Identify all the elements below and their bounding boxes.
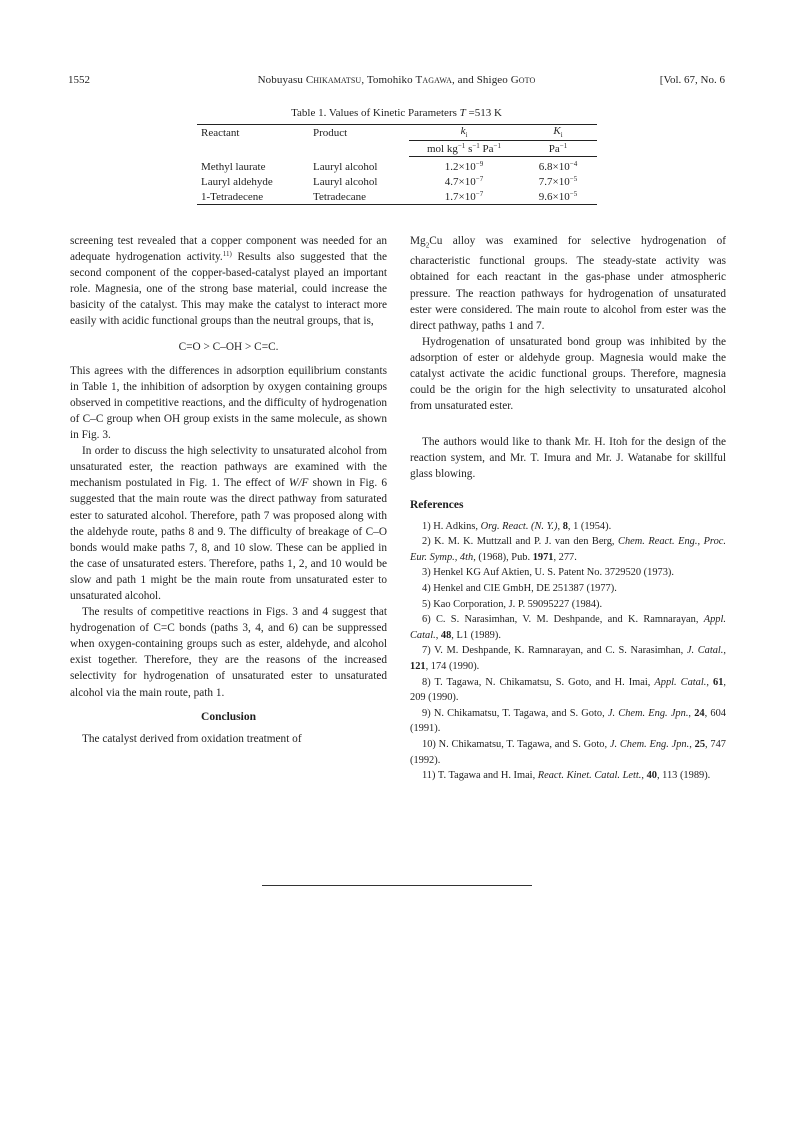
- volume-issue: [Vol. 67, No. 6: [659, 74, 725, 86]
- K-exponent: −5: [569, 189, 578, 198]
- section-heading-conclusion: Conclusion: [201, 710, 256, 723]
- author-3-family: Goto: [510, 74, 536, 86]
- reference-pre: Henkel and CIE GmbH, DE 251387 (1977).: [433, 583, 617, 595]
- author-line: [68, 74, 725, 86]
- reference-n: 3): [422, 567, 431, 579]
- unit-exp: −1: [472, 141, 480, 150]
- K-value: 7.7×10: [538, 175, 570, 188]
- subscript: 2: [425, 241, 430, 250]
- author-1-family: Chikamatsu: [305, 74, 362, 86]
- reference-item: [410, 519, 726, 535]
- reference-pre: T. Tagawa, N. Chikamatsu, S. Goto, and H. Imai,: [434, 676, 655, 688]
- text: Cu alloy was examined for selective hydrogenation of characteristic functional groups. The steady-state activity was obtained for each reactant in the gas-phase under atmospheric pressure. The reaction pathways for hydrogenation of unsaturated ester were considered. The main route to alcohol from ester was the direct pathway, paths 1 and 7.: [410, 235, 726, 332]
- k-symbol: k: [460, 125, 466, 138]
- k-exponent: −9: [475, 159, 484, 168]
- K-subscript: i: [560, 131, 563, 140]
- cell-reactant: 1-Tetradecene: [197, 189, 313, 205]
- reference-it: Appl. Catal.: [410, 614, 726, 641]
- reference-item: [410, 565, 726, 581]
- paragraph: [410, 233, 726, 334]
- reference-b: 25: [694, 738, 706, 750]
- col-header-K: [519, 125, 597, 141]
- text: Mg: [410, 235, 426, 247]
- unit-exp: −1: [457, 141, 466, 150]
- reference-pre: N. Chikamatsu, T. Tagawa, and S. Goto,: [438, 738, 610, 750]
- unit-part: mol kg: [426, 142, 458, 155]
- end-rule: [262, 885, 532, 887]
- paragraph: Hydrogenation of unsaturated bond group was inhibited by the adsorption of ester or aldehyde group. Magnesia would make the catalyst activate the acidic functional groups. Therefore, magnesia could be the origin for the high selectivity to unsaturated alcohol from unsaturated ester.: [410, 335, 726, 413]
- reference-end: , 174 (1990).: [425, 661, 480, 672]
- reference-pre: V. M. Deshpande, K. Ramnarayan, and C. S. Narasimhan,: [434, 645, 687, 657]
- k-exponent: −7: [475, 174, 484, 183]
- reference-it: Appl. Catal.: [654, 676, 707, 688]
- reference-pre: Kao Corporation, J. P. 59095227 (1984).: [433, 598, 603, 610]
- author-2-family: Tagawa: [415, 74, 452, 86]
- author-3-given: , and Shigeo: [451, 74, 511, 86]
- table-row: [197, 174, 597, 189]
- unit-part: s: [465, 142, 473, 155]
- author-2-given: , Tomohiko: [361, 74, 416, 86]
- reference-item: [410, 706, 726, 737]
- k-value: 1.7×10: [444, 190, 476, 203]
- reference-item: [410, 534, 726, 565]
- equation: C=O > C–OH > C=C.: [178, 340, 279, 353]
- unit-part: Pa: [479, 142, 494, 155]
- k-value: 4.7×10: [444, 175, 476, 188]
- reference-b: 121: [410, 661, 426, 672]
- paragraph: [70, 233, 387, 330]
- caption-temperature-symbol: T: [459, 107, 466, 119]
- unit-part: Pa: [548, 142, 560, 155]
- author-1-given: Nobuyasu: [257, 74, 306, 86]
- right-column: [410, 233, 726, 784]
- cell-product: Lauryl alcohol: [313, 160, 378, 173]
- reference-post: ,: [689, 738, 695, 750]
- citation: 11): [222, 250, 232, 259]
- acknowledgment: The authors would like to thank Mr. H. Itoh for the design of the reaction system, and Mr. T. Imura and Mr. J. Watanabe for skillful glass blowing.: [410, 436, 726, 481]
- reference-post: ,: [557, 520, 563, 532]
- reference-b: 1971: [532, 551, 554, 563]
- reference-item: [410, 597, 726, 613]
- reference-it: React. Kinet. Catal. Lett.: [537, 770, 642, 782]
- reference-pre: H. Adkins,: [433, 520, 481, 532]
- paragraph: This agrees with the differences in adsorption equilibrium constants in Table 1, the inhibition of adsorption by oxygen containing groups observed in competitive reactions, and the difficulty of hydrogenation of C–C group when OH group exists in the same molecule, as shown in Fig. 3.: [70, 364, 387, 442]
- reference-n: 5): [422, 598, 431, 610]
- reference-end: , 277.: [553, 551, 577, 563]
- table-caption: [0, 107, 793, 119]
- cell-product: Tetradecane: [313, 189, 409, 205]
- reference-post: ,: [706, 676, 713, 688]
- reference-pre: Henkel KG Auf Aktien, U. S. Patent No. 3729520 (1973).: [433, 567, 674, 579]
- K-units: [519, 141, 597, 157]
- reference-it: Chem. React. Eng., Proc. Eur. Symp., 4th: [410, 536, 726, 563]
- reference-b: 40: [646, 770, 657, 782]
- reference-post: ,: [688, 707, 695, 719]
- cell-product: Lauryl alcohol: [313, 175, 378, 188]
- reference-item: [410, 675, 726, 706]
- K-exponent: −4: [569, 159, 578, 168]
- table-row: [197, 189, 597, 205]
- reference-end: , 209 (1990).: [410, 676, 726, 704]
- reference-n: 7): [422, 645, 431, 657]
- reference-post: ,: [641, 770, 647, 782]
- reference-it: J. Chem. Eng. Jpn.: [607, 707, 689, 719]
- text: Results also suggested that the second component of the copper-based-catalyst played an important role. Magnesia, one of the strong base material, could increase the basicity of the catalyst. This may make the catalyst to interact more easily with acidic functional groups than the neutral groups, that is,: [70, 251, 387, 328]
- reference-n: 11): [422, 770, 436, 782]
- K-symbol: K: [553, 125, 561, 138]
- paragraph: The catalyst derived from oxidation treatment of: [82, 732, 302, 745]
- reference-n: 9): [422, 707, 431, 719]
- reference-item: [410, 581, 726, 597]
- reference-item: [410, 612, 726, 643]
- page-number: 1552: [68, 74, 90, 86]
- paragraph: [70, 443, 387, 604]
- K-exponent: −5: [569, 174, 578, 183]
- k-value: 1.2×10: [444, 160, 476, 173]
- reference-n: 2): [422, 536, 431, 548]
- kinetic-parameters-table: [197, 124, 597, 205]
- paragraph: The results of competitive reactions in Figs. 3 and 4 suggest that hydrogenation of C=C bonds (paths 3, 4, and 6) can be suppressed when oxygen-containing groups such as ester, aldehyde, and alcohol exist together. Therefore, they are the reasons of the increased selectivity for hydrogenation of unsaturated ester to unsaturated alcohol via the main route, path 1.: [70, 606, 387, 699]
- caption-text: Table 1. Values of Kinetic Parameters: [291, 107, 460, 119]
- unit-exp: −1: [493, 141, 501, 150]
- references-heading: References: [410, 498, 464, 511]
- reference-item: [410, 737, 726, 768]
- reference-n: 8): [422, 676, 431, 688]
- cell-k: [409, 189, 519, 205]
- reference-n: 10): [422, 738, 436, 750]
- cell-k: [409, 174, 519, 189]
- unit-exp: −1: [559, 141, 568, 150]
- text: shown in Fig. 6 suggested that the main route was the direct pathway from saturated ester to saturated alcohol. Therefore, path 7 was proposed along with the aldehyde route, paths 8 and 9. The difficulty of breakage of C–O bonds would make paths 7, 8, and 10 slow. These can be applied in the case of unsaturated esters. Therefore, paths 1, 2, and 10 would be slow and path 1 might be the main route from unsaturated ester to unsaturated alcohol.: [70, 477, 387, 602]
- reference-it: J. Chem. Eng. Jpn.: [609, 738, 690, 750]
- col-header-reactant: Reactant: [197, 125, 313, 157]
- reference-item: [410, 768, 726, 784]
- reference-end: , 113 (1989).: [656, 770, 711, 782]
- reference-end: , 604 (1991).: [410, 707, 726, 735]
- k-exponent: −7: [475, 189, 484, 198]
- cell-k: [409, 159, 519, 174]
- reference-n: 6): [422, 614, 431, 626]
- k-subscript: i: [465, 131, 468, 140]
- k-units: [409, 141, 519, 157]
- cell-K: [519, 159, 597, 174]
- text: In order to discuss the high selectivity to unsaturated alcohol from unsaturated ester, the reaction pathways are examined with the mechanism postulated in Fig. 1. The effect of: [70, 445, 387, 490]
- reference-it: Org. React. (N. Y.): [480, 520, 558, 532]
- reference-end: , L1 (1989).: [451, 629, 501, 641]
- reference-b: 61: [713, 676, 724, 688]
- cell-K: [519, 174, 597, 189]
- cell-K: [519, 189, 597, 205]
- cell-reactant: Methyl laurate: [201, 160, 266, 173]
- reference-pre: N. Chikamatsu, T. Tagawa, and S. Goto,: [433, 707, 608, 719]
- caption-temperature-value: =513 K: [465, 107, 502, 119]
- reference-post: ,: [435, 629, 441, 641]
- reference-post: , (1968), Pub.: [473, 551, 533, 563]
- table-row: [197, 159, 597, 174]
- reference-b: 8: [562, 520, 568, 532]
- reference-item: [410, 643, 726, 674]
- reference-n: 1): [422, 520, 431, 532]
- reference-b: 24: [694, 707, 705, 719]
- cell-reactant: Lauryl aldehyde: [201, 175, 273, 188]
- K-value: 6.8×10: [538, 160, 570, 173]
- text: screening test revealed that a copper component was needed for an adequate hydrogenation activity.: [70, 235, 387, 264]
- reference-pre: T. Tagawa and H. Imai,: [437, 770, 538, 782]
- reference-end: , 747 (1992).: [410, 738, 726, 766]
- variable: W/F: [288, 477, 309, 490]
- K-value: 9.6×10: [538, 190, 570, 203]
- left-column: [70, 233, 387, 747]
- references-list: [410, 519, 726, 784]
- reference-end: , 1 (1954).: [567, 520, 612, 532]
- reference-b: 48: [440, 629, 452, 641]
- reference-n: 4): [422, 583, 431, 595]
- running-header: [68, 74, 725, 88]
- col-header-k: [409, 125, 519, 141]
- reference-it: J. Catal.: [686, 645, 724, 657]
- reference-pre: K. M. K. Muttzall and P. J. van den Berg,: [434, 536, 619, 548]
- reference-pre: C. S. Narasimhan, V. M. Deshpande, and K. Ramnarayan,: [435, 614, 704, 626]
- col-header-product: Product: [313, 125, 409, 157]
- reference-post: ,: [723, 645, 726, 657]
